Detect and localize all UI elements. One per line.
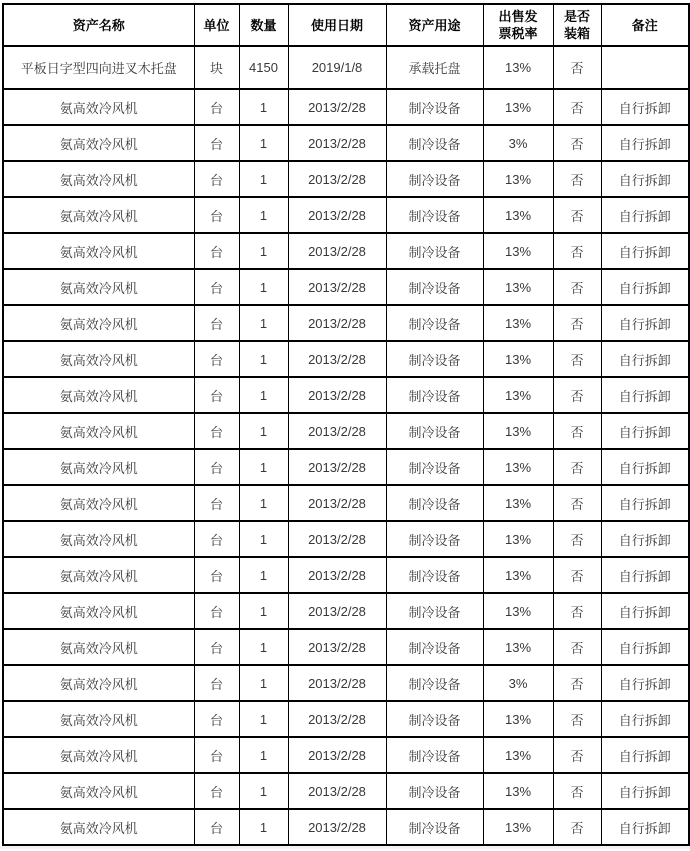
cell-asset-purpose: 制冷设备 bbox=[386, 89, 483, 125]
cell-sale-invoice-tax-rate: 13% bbox=[483, 809, 553, 845]
cell-is-boxed: 否 bbox=[553, 557, 601, 593]
cell-sale-invoice-tax-rate: 13% bbox=[483, 773, 553, 809]
cell-quantity: 4150 bbox=[239, 46, 288, 89]
table-row bbox=[3, 809, 689, 845]
cell-asset-purpose: 制冷设备 bbox=[386, 665, 483, 701]
cell-is-boxed: 否 bbox=[553, 377, 601, 413]
cell-asset-name: 氨高效冷风机 bbox=[3, 701, 194, 737]
cell-asset-name: 氨高效冷风机 bbox=[3, 809, 194, 845]
cell-asset-purpose: 制冷设备 bbox=[386, 557, 483, 593]
cell-unit: 台 bbox=[194, 485, 239, 521]
cell-sale-invoice-tax-rate: 13% bbox=[483, 449, 553, 485]
cell-remarks: 自行拆卸 bbox=[601, 197, 689, 233]
cell-unit: 台 bbox=[194, 557, 239, 593]
cell-asset-purpose: 制冷设备 bbox=[386, 593, 483, 629]
cell-unit: 台 bbox=[194, 593, 239, 629]
cell-use-date: 2013/2/28 bbox=[288, 161, 386, 197]
cell-is-boxed: 否 bbox=[553, 593, 601, 629]
bottom-margin-strip bbox=[0, 846, 690, 849]
cell-is-boxed: 否 bbox=[553, 485, 601, 521]
cell-quantity: 1 bbox=[239, 629, 288, 665]
cell-use-date: 2013/2/28 bbox=[288, 773, 386, 809]
cell-quantity: 1 bbox=[239, 521, 288, 557]
cell-unit: 台 bbox=[194, 341, 239, 377]
cell-unit: 台 bbox=[194, 521, 239, 557]
cell-sale-invoice-tax-rate: 13% bbox=[483, 557, 553, 593]
cell-sale-invoice-tax-rate: 13% bbox=[483, 701, 553, 737]
cell-remarks bbox=[601, 46, 689, 89]
cell-quantity: 1 bbox=[239, 809, 288, 845]
cell-use-date: 2013/2/28 bbox=[288, 89, 386, 125]
cell-quantity: 1 bbox=[239, 773, 288, 809]
cell-asset-name: 氨高效冷风机 bbox=[3, 413, 194, 449]
cell-remarks: 自行拆卸 bbox=[601, 737, 689, 773]
cell-is-boxed: 否 bbox=[553, 737, 601, 773]
cell-quantity: 1 bbox=[239, 233, 288, 269]
cell-use-date: 2013/2/28 bbox=[288, 737, 386, 773]
cell-is-boxed: 否 bbox=[553, 809, 601, 845]
cell-asset-purpose: 承载托盘 bbox=[386, 46, 483, 89]
cell-remarks: 自行拆卸 bbox=[601, 773, 689, 809]
cell-quantity: 1 bbox=[239, 701, 288, 737]
table-row bbox=[3, 449, 689, 485]
cell-asset-purpose: 制冷设备 bbox=[386, 305, 483, 341]
cell-unit: 台 bbox=[194, 233, 239, 269]
cell-use-date: 2013/2/28 bbox=[288, 629, 386, 665]
cell-use-date: 2013/2/28 bbox=[288, 377, 386, 413]
cell-unit: 台 bbox=[194, 701, 239, 737]
cell-quantity: 1 bbox=[239, 593, 288, 629]
cell-asset-purpose: 制冷设备 bbox=[386, 521, 483, 557]
cell-quantity: 1 bbox=[239, 413, 288, 449]
cell-use-date: 2013/2/28 bbox=[288, 485, 386, 521]
column-header-label: 是否 bbox=[563, 9, 590, 24]
cell-asset-name: 氨高效冷风机 bbox=[3, 485, 194, 521]
cell-quantity: 1 bbox=[239, 161, 288, 197]
cell-asset-name: 氨高效冷风机 bbox=[3, 521, 194, 557]
cell-asset-purpose: 制冷设备 bbox=[386, 485, 483, 521]
table-row bbox=[3, 269, 689, 305]
cell-quantity: 1 bbox=[239, 449, 288, 485]
cell-remarks: 自行拆卸 bbox=[601, 701, 689, 737]
cell-remarks: 自行拆卸 bbox=[601, 341, 689, 377]
cell-asset-purpose: 制冷设备 bbox=[386, 197, 483, 233]
cell-quantity: 1 bbox=[239, 269, 288, 305]
cell-use-date: 2013/2/28 bbox=[288, 341, 386, 377]
cell-use-date: 2013/2/28 bbox=[288, 701, 386, 737]
cell-is-boxed: 否 bbox=[553, 665, 601, 701]
cell-unit: 台 bbox=[194, 413, 239, 449]
cell-asset-purpose: 制冷设备 bbox=[386, 773, 483, 809]
cell-unit: 台 bbox=[194, 377, 239, 413]
cell-asset-name: 氨高效冷风机 bbox=[3, 269, 194, 305]
cell-quantity: 1 bbox=[239, 485, 288, 521]
cell-asset-name: 氨高效冷风机 bbox=[3, 557, 194, 593]
cell-use-date: 2013/2/28 bbox=[288, 197, 386, 233]
cell-use-date: 2013/2/28 bbox=[288, 233, 386, 269]
cell-asset-name: 氨高效冷风机 bbox=[3, 377, 194, 413]
cell-use-date: 2013/2/28 bbox=[288, 593, 386, 629]
cell-quantity: 1 bbox=[239, 197, 288, 233]
cell-remarks: 自行拆卸 bbox=[601, 809, 689, 845]
cell-unit: 台 bbox=[194, 665, 239, 701]
cell-remarks: 自行拆卸 bbox=[601, 557, 689, 593]
table-row bbox=[3, 305, 689, 341]
cell-is-boxed: 否 bbox=[553, 449, 601, 485]
column-header-remarks bbox=[601, 4, 689, 46]
cell-use-date: 2013/2/28 bbox=[288, 809, 386, 845]
table-row bbox=[3, 557, 689, 593]
cell-asset-purpose: 制冷设备 bbox=[386, 161, 483, 197]
cell-remarks: 自行拆卸 bbox=[601, 665, 689, 701]
table-row bbox=[3, 233, 689, 269]
cell-sale-invoice-tax-rate: 13% bbox=[483, 305, 553, 341]
cell-is-boxed: 否 bbox=[553, 197, 601, 233]
cell-asset-purpose: 制冷设备 bbox=[386, 629, 483, 665]
cell-asset-name: 氨高效冷风机 bbox=[3, 305, 194, 341]
table-row bbox=[3, 46, 689, 89]
cell-quantity: 1 bbox=[239, 377, 288, 413]
cell-asset-name: 氨高效冷风机 bbox=[3, 449, 194, 485]
cell-sale-invoice-tax-rate: 13% bbox=[483, 521, 553, 557]
cell-sale-invoice-tax-rate: 13% bbox=[483, 341, 553, 377]
cell-is-boxed: 否 bbox=[553, 629, 601, 665]
cell-remarks: 自行拆卸 bbox=[601, 413, 689, 449]
table-row bbox=[3, 89, 689, 125]
cell-asset-purpose: 制冷设备 bbox=[386, 269, 483, 305]
cell-unit: 台 bbox=[194, 269, 239, 305]
cell-unit: 台 bbox=[194, 773, 239, 809]
column-header-label: 数量 bbox=[250, 17, 277, 33]
cell-sale-invoice-tax-rate: 13% bbox=[483, 593, 553, 629]
cell-sale-invoice-tax-rate: 13% bbox=[483, 413, 553, 449]
cell-is-boxed: 否 bbox=[553, 773, 601, 809]
cell-sale-invoice-tax-rate: 13% bbox=[483, 197, 553, 233]
cell-quantity: 1 bbox=[239, 305, 288, 341]
cell-asset-purpose: 制冷设备 bbox=[386, 125, 483, 161]
cell-quantity: 1 bbox=[239, 125, 288, 161]
cell-quantity: 1 bbox=[239, 89, 288, 125]
cell-remarks: 自行拆卸 bbox=[601, 305, 689, 341]
cell-sale-invoice-tax-rate: 13% bbox=[483, 269, 553, 305]
cell-sale-invoice-tax-rate: 3% bbox=[483, 125, 553, 161]
cell-remarks: 自行拆卸 bbox=[601, 449, 689, 485]
cell-asset-purpose: 制冷设备 bbox=[386, 701, 483, 737]
cell-remarks: 自行拆卸 bbox=[601, 125, 689, 161]
cell-remarks: 自行拆卸 bbox=[601, 269, 689, 305]
cell-use-date: 2013/2/28 bbox=[288, 269, 386, 305]
cell-asset-name: 氨高效冷风机 bbox=[3, 125, 194, 161]
cell-is-boxed: 否 bbox=[553, 89, 601, 125]
cell-asset-name: 氨高效冷风机 bbox=[3, 593, 194, 629]
table-row bbox=[3, 773, 689, 809]
table-row bbox=[3, 521, 689, 557]
cell-remarks: 自行拆卸 bbox=[601, 233, 689, 269]
cell-quantity: 1 bbox=[239, 665, 288, 701]
cell-use-date: 2013/2/28 bbox=[288, 305, 386, 341]
table-row bbox=[3, 485, 689, 521]
cell-is-boxed: 否 bbox=[553, 125, 601, 161]
cell-asset-purpose: 制冷设备 bbox=[386, 413, 483, 449]
column-header-label: 出售发 bbox=[498, 9, 538, 24]
cell-sale-invoice-tax-rate: 13% bbox=[483, 233, 553, 269]
column-header-asset-name bbox=[3, 4, 194, 46]
cell-unit: 台 bbox=[194, 809, 239, 845]
cell-unit: 块 bbox=[194, 46, 239, 89]
table-row bbox=[3, 737, 689, 773]
table-row bbox=[3, 593, 689, 629]
cell-unit: 台 bbox=[194, 305, 239, 341]
cell-sale-invoice-tax-rate: 13% bbox=[483, 161, 553, 197]
cell-asset-purpose: 制冷设备 bbox=[386, 341, 483, 377]
cell-remarks: 自行拆卸 bbox=[601, 521, 689, 557]
cell-is-boxed: 否 bbox=[553, 701, 601, 737]
cell-asset-name: 氨高效冷风机 bbox=[3, 233, 194, 269]
cell-is-boxed: 否 bbox=[553, 233, 601, 269]
column-header-asset-purpose bbox=[386, 4, 483, 46]
cell-asset-name: 氨高效冷风机 bbox=[3, 89, 194, 125]
cell-asset-name: 氨高效冷风机 bbox=[3, 341, 194, 377]
cell-is-boxed: 否 bbox=[553, 521, 601, 557]
column-header-unit bbox=[194, 4, 239, 46]
cell-unit: 台 bbox=[194, 89, 239, 125]
cell-use-date: 2013/2/28 bbox=[288, 449, 386, 485]
cell-sale-invoice-tax-rate: 13% bbox=[483, 629, 553, 665]
table-row bbox=[3, 377, 689, 413]
cell-remarks: 自行拆卸 bbox=[601, 593, 689, 629]
column-header-label: 装箱 bbox=[563, 26, 590, 41]
cell-use-date: 2013/2/28 bbox=[288, 557, 386, 593]
cell-asset-name: 氨高效冷风机 bbox=[3, 629, 194, 665]
cell-asset-name: 氨高效冷风机 bbox=[3, 737, 194, 773]
cell-remarks: 自行拆卸 bbox=[601, 629, 689, 665]
table-body bbox=[3, 46, 689, 845]
cell-asset-purpose: 制冷设备 bbox=[386, 809, 483, 845]
cell-unit: 台 bbox=[194, 629, 239, 665]
cell-is-boxed: 否 bbox=[553, 46, 601, 89]
cell-asset-purpose: 制冷设备 bbox=[386, 233, 483, 269]
cell-asset-purpose: 制冷设备 bbox=[386, 377, 483, 413]
column-header-is-boxed bbox=[553, 4, 601, 46]
column-header-label: 资产名称 bbox=[72, 17, 125, 33]
cell-remarks: 自行拆卸 bbox=[601, 161, 689, 197]
table-row bbox=[3, 629, 689, 665]
cell-asset-name: 氨高效冷风机 bbox=[3, 665, 194, 701]
cell-use-date: 2013/2/28 bbox=[288, 413, 386, 449]
cell-is-boxed: 否 bbox=[553, 413, 601, 449]
cell-asset-name: 氨高效冷风机 bbox=[3, 197, 194, 233]
column-header-label: 资产用途 bbox=[408, 17, 461, 33]
cell-sale-invoice-tax-rate: 13% bbox=[483, 89, 553, 125]
cell-is-boxed: 否 bbox=[553, 161, 601, 197]
cell-sale-invoice-tax-rate: 3% bbox=[483, 665, 553, 701]
cell-sale-invoice-tax-rate: 13% bbox=[483, 377, 553, 413]
column-header-label: 单位 bbox=[203, 17, 230, 33]
cell-use-date: 2019/1/8 bbox=[288, 46, 386, 89]
table-row bbox=[3, 125, 689, 161]
cell-use-date: 2013/2/28 bbox=[288, 665, 386, 701]
table-row bbox=[3, 341, 689, 377]
cell-asset-purpose: 制冷设备 bbox=[386, 737, 483, 773]
table-row bbox=[3, 161, 689, 197]
cell-sale-invoice-tax-rate: 13% bbox=[483, 485, 553, 521]
cell-quantity: 1 bbox=[239, 557, 288, 593]
cell-remarks: 自行拆卸 bbox=[601, 377, 689, 413]
cell-sale-invoice-tax-rate: 13% bbox=[483, 46, 553, 89]
cell-remarks: 自行拆卸 bbox=[601, 89, 689, 125]
cell-asset-name: 氨高效冷风机 bbox=[3, 161, 194, 197]
cell-sale-invoice-tax-rate: 13% bbox=[483, 737, 553, 773]
cell-quantity: 1 bbox=[239, 737, 288, 773]
cell-remarks: 自行拆卸 bbox=[601, 485, 689, 521]
table-row bbox=[3, 197, 689, 233]
column-header-sale-invoice-tax-rate bbox=[483, 4, 553, 46]
column-header-use-date bbox=[288, 4, 386, 46]
asset-table bbox=[2, 3, 690, 846]
table-header-row bbox=[3, 4, 689, 46]
table-row bbox=[3, 665, 689, 701]
table-row bbox=[3, 701, 689, 737]
cell-asset-name: 平板日字型四向进叉木托盘 bbox=[3, 46, 194, 89]
cell-unit: 台 bbox=[194, 449, 239, 485]
cell-unit: 台 bbox=[194, 125, 239, 161]
cell-use-date: 2013/2/28 bbox=[288, 521, 386, 557]
column-header-quantity bbox=[239, 4, 288, 46]
cell-unit: 台 bbox=[194, 197, 239, 233]
cell-asset-purpose: 制冷设备 bbox=[386, 449, 483, 485]
cell-is-boxed: 否 bbox=[553, 341, 601, 377]
cell-asset-name: 氨高效冷风机 bbox=[3, 773, 194, 809]
column-header-label: 使用日期 bbox=[310, 17, 363, 33]
cell-use-date: 2013/2/28 bbox=[288, 125, 386, 161]
column-header-label: 备注 bbox=[631, 17, 658, 33]
cell-unit: 台 bbox=[194, 161, 239, 197]
cell-quantity: 1 bbox=[239, 341, 288, 377]
cell-is-boxed: 否 bbox=[553, 305, 601, 341]
cell-is-boxed: 否 bbox=[553, 269, 601, 305]
table-row bbox=[3, 413, 689, 449]
table-header bbox=[3, 4, 689, 46]
cell-unit: 台 bbox=[194, 737, 239, 773]
column-header-label: 票税率 bbox=[498, 26, 538, 41]
